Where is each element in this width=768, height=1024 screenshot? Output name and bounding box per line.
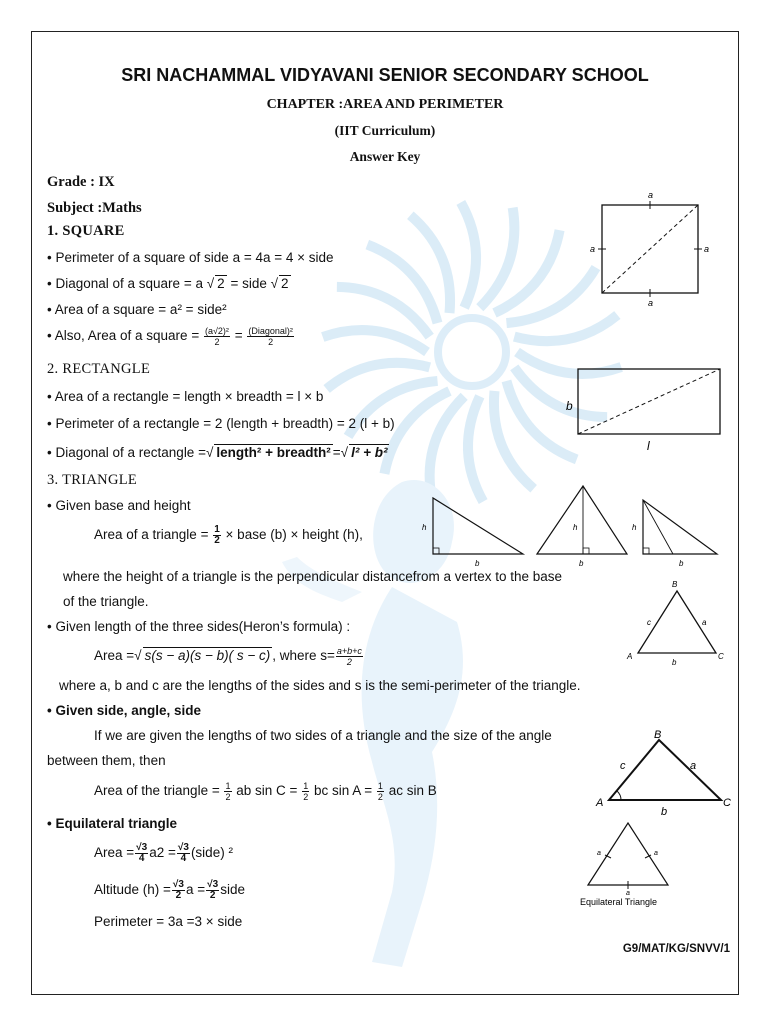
- fraction-semi-perimeter: $\frac{a+b+c}{2}$: [336, 646, 362, 667]
- rectangle-diagram: [562, 362, 732, 457]
- fraction-half-1: $\frac{1}{2}$: [225, 781, 231, 802]
- curriculum-label: (IIT Curriculum): [334, 123, 436, 138]
- svg-text:B: B: [672, 580, 678, 589]
- heron-note: where a, b and c are the lengths of the sides and s is the semi-perimeter of the triangle.: [59, 678, 581, 693]
- herons-heading: • Given length of the three sides(Heron’s formula) :: [47, 619, 351, 634]
- square-area-alt-text: • Also, Area of a square =: [47, 328, 200, 344]
- watermark-ray: [461, 202, 476, 307]
- square-heading: 1. SQUARE: [47, 223, 125, 239]
- fraction-half: $\frac{1}{2}$: [214, 524, 220, 546]
- height-note-2: of the triangle.: [63, 594, 149, 609]
- heron-formula: Area =√ s(s − a)(s − b)( s − c) , where s= $\frac{a+b+c}{2}$: [94, 646, 362, 667]
- fraction-root3-over-4: $\frac{√3}{4}$: [136, 842, 148, 864]
- svg-text:b: b: [475, 559, 480, 568]
- svg-text:C: C: [723, 797, 731, 809]
- sas-area-formula: Area of the triangle = $\frac{1}{2}$ ab sin C = $\frac{1}{2}$ bc sin A = $\frac{1}{2}$ ac sin B: [94, 781, 437, 802]
- rectangle-diagonal: • Diagonal of a rectangle =√ length² + breadth² =√ l² + b²: [47, 445, 388, 460]
- equilateral-triangle-diagram: [572, 817, 682, 912]
- fraction-root3-over-2-2: $\frac{√3}{2}$: [207, 879, 219, 901]
- square-perimeter: • Perimeter of a square of side a = 4a = 4 × side: [47, 250, 334, 265]
- fraction-half-2: $\frac{1}{2}$: [303, 781, 309, 802]
- rectangle-area: • Area of a rectangle = length × breadth = l × b: [47, 389, 324, 404]
- svg-text:a: a: [654, 850, 658, 857]
- svg-text:b: b: [579, 559, 584, 568]
- equilateral-heading: • Equilateral triangle: [47, 816, 178, 831]
- svg-text:A: A: [596, 797, 604, 809]
- fraction-a-root2: $\frac{\text{(a√2)²}}{2}$: [204, 326, 229, 347]
- subject-label: Subject :Maths: [47, 200, 142, 216]
- fraction-root3-over-2: $\frac{√3}{2}$: [172, 879, 184, 901]
- svg-text:b: b: [679, 559, 684, 568]
- worksheet-page: [31, 31, 739, 995]
- svg-text:h: h: [422, 523, 427, 532]
- equilateral-area: Area = $\frac{√3}{4}$ a2 = $\frac{√3}{4}$ (side) ²: [94, 842, 233, 864]
- abc-triangle-diagram: [622, 577, 732, 667]
- height-note-1: where the height of a triangle is the perpendicular distancefrom a vertex to the base: [63, 569, 563, 584]
- triangle-heading: 3. TRIANGLE: [47, 472, 138, 488]
- rectangle-heading: 2. RECTANGLE: [47, 361, 151, 377]
- height-triangles-diagram: [417, 480, 737, 570]
- triangle-area-bh: Area of a triangle = $\frac{1}{2}$ × base (b) × height (h),: [94, 524, 363, 546]
- fig-label-b: b: [566, 399, 573, 413]
- square-diagonal-text: • Diagonal of a square = a: [47, 276, 203, 291]
- svg-text:C: C: [718, 652, 724, 661]
- svg-text:A: A: [627, 652, 633, 661]
- square-diagonal-mid: = side: [230, 276, 267, 291]
- square-diagram: [587, 187, 727, 307]
- svg-text:c: c: [620, 760, 626, 772]
- fig-label-a-bottom: a: [648, 298, 654, 307]
- svg-text:a: a: [626, 890, 630, 897]
- heron-sqrt: s(s − a)(s − b)( s − c): [144, 648, 271, 664]
- svg-text:a: a: [597, 850, 601, 857]
- svg-text:a: a: [702, 618, 707, 627]
- sas-heading: • Given side, angle, side: [47, 703, 202, 718]
- given-base-height: • Given base and height: [47, 498, 191, 513]
- footer-code: G9/MAT/KG/SNVV/1: [622, 943, 730, 955]
- equilateral-caption: Equilateral Triangle: [580, 897, 658, 907]
- answer-key-label: Answer Key: [349, 149, 421, 164]
- equilateral-perimeter: Perimeter = 3a =3 × side: [94, 914, 243, 929]
- fraction-root3-over-4-2: $\frac{√3}{4}$: [177, 842, 189, 864]
- sqrt-l-b: l² + b²: [351, 445, 388, 460]
- sas-text-1: If we are given the lengths of two sides of a triangle and the size of the angle: [94, 728, 552, 743]
- square-area: • Area of a square = a² = side²: [47, 302, 227, 317]
- fig-label-a-right: a: [704, 244, 710, 254]
- grade-label: Grade : IX: [47, 174, 115, 190]
- square-diagonal: • Diagonal of a square = a √ 2 = side √ 2: [47, 276, 289, 291]
- watermark-ray: [480, 208, 515, 308]
- svg-text:B: B: [654, 729, 662, 741]
- sqrt-two-2: 2: [281, 276, 289, 291]
- rectangle-perimeter: • Perimeter of a rectangle = 2 (length + breadth) = 2 (l + b): [47, 416, 395, 431]
- svg-text:b: b: [672, 658, 677, 667]
- svg-text:c: c: [647, 618, 651, 627]
- sqrt-two: 2: [217, 276, 225, 291]
- fraction-diagonal: $\frac{\text{(Diagonal)²}}{2}$: [248, 326, 293, 347]
- svg-text:a: a: [690, 760, 697, 772]
- svg-text:h: h: [573, 523, 578, 532]
- sas-text-2: between them, then: [47, 753, 166, 768]
- svg-text:h: h: [632, 523, 637, 532]
- watermark-ray: [323, 330, 427, 352]
- chapter-title: CHAPTER :AREA AND PERIMETER: [266, 97, 504, 112]
- fig-label-l: l: [647, 439, 650, 453]
- square-area-alt: • Also, Area of a square = $\frac{\text{(a√2)²}}{2}$ = $\frac{\text{(Diagonal)²}}{2}$: [47, 326, 293, 347]
- sas-triangle-diagram: [587, 727, 737, 817]
- svg-text:b: b: [661, 806, 668, 817]
- equilateral-altitude: Altitude (h) = $\frac{√3}{2}$ a = $\frac{√3}{2}$ side: [94, 879, 245, 901]
- rectangle-diagonal-text: • Diagonal of a rectangle =: [47, 445, 206, 460]
- sqrt-length-breadth: length² + breadth²: [216, 445, 331, 460]
- fig-label-a-left: a: [590, 244, 596, 254]
- fraction-half-3: $\frac{1}{2}$: [377, 781, 383, 802]
- fig-label-a-top: a: [648, 190, 654, 200]
- school-name: SRI NACHAMMAL VIDYAVANI SENIOR SECONDARY SCHOOL: [121, 65, 649, 85]
